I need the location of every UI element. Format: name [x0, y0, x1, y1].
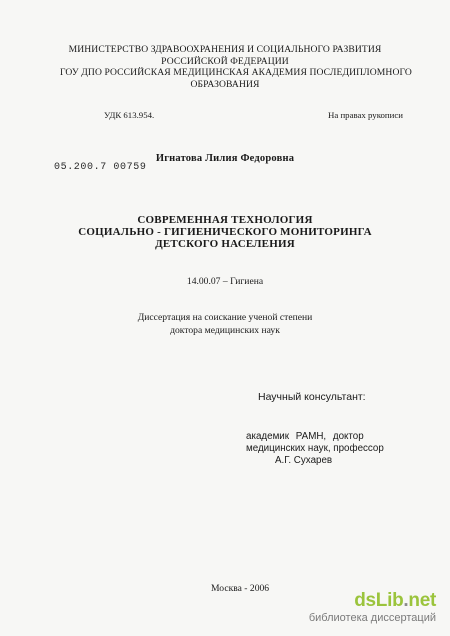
dissertation-title	[0, 214, 450, 250]
consultant-name: А.Г. Сухарев	[275, 455, 333, 466]
ministry-line: МИНИСТЕРСТВО ЗДРАВООХРАНЕНИЯ И СОЦИАЛЬНОГО РАЗВИТИЯ	[68, 44, 382, 55]
degree-line: доктора медицинских наук	[170, 325, 280, 336]
consultant-heading: Научный консультант:	[258, 391, 366, 403]
manuscript-rights: На правах рукописи	[328, 110, 403, 120]
title-line: СОВРЕМЕННАЯ ТЕХНОЛОГИЯ	[137, 214, 313, 226]
ministry-line: ОБРАЗОВАНИЯ	[190, 78, 260, 90]
degree-statement	[0, 311, 450, 337]
city-year: Москва - 2006	[211, 583, 270, 594]
ministry-line: РОССИЙСКОЙ ФЕДЕРАЦИИ	[161, 55, 289, 67]
dslib-logo	[309, 591, 436, 611]
specialty-code: 14.00.07 – Гигиена	[186, 276, 264, 287]
consultant-line: академик РАМН, доктор	[246, 431, 364, 442]
author-name: Игнатова Лилия Федоровна	[155, 153, 295, 164]
dslib-watermark[interactable]	[309, 591, 436, 624]
registration-stamp: 05.200.7 00759	[54, 162, 147, 173]
ministry-line: ГОУ ДПО РОССИЙСКАЯ МЕДИЦИНСКАЯ АКАДЕМИЯ ПОСЛЕДИПЛОМНОГО	[60, 67, 412, 78]
logo-dot: .	[403, 590, 409, 611]
logo-tld: net	[408, 590, 436, 611]
title-line: СОЦИАЛЬНО - ГИГИЕНИЧЕСКОГО МОНИТОРИНГА	[78, 226, 372, 238]
degree-line: Диссертация на соискание ученой степени	[137, 312, 313, 323]
ministry-header	[60, 44, 412, 90]
logo-main: dsLib	[354, 590, 404, 611]
udk-code: УДК 613.954.	[104, 110, 155, 120]
watermark-subtitle: библиотека диссертаций	[308, 612, 436, 624]
title-line: ДЕТСКОГО НАСЕЛЕНИЯ	[155, 238, 295, 250]
consultant-line: медицинских наук, профессор	[246, 443, 384, 454]
